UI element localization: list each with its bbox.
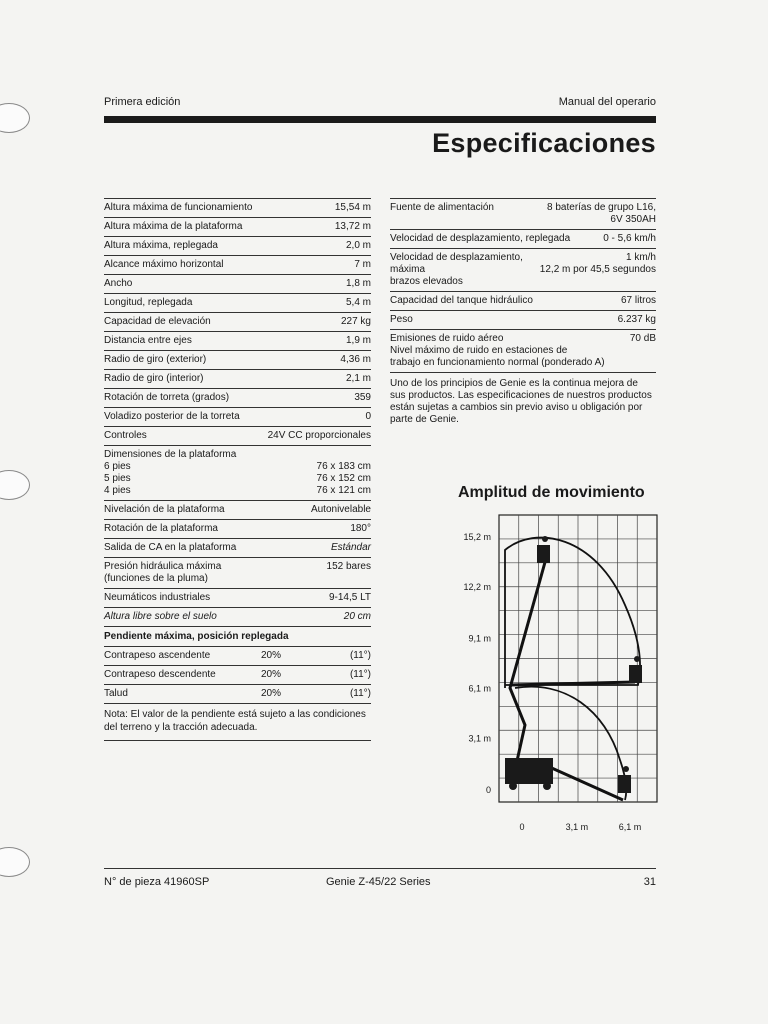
spec-row: Nivelación de la plataforma Autonivelable	[104, 500, 371, 519]
header-bar	[104, 116, 656, 123]
y-tick-label: 15,2 m	[463, 532, 491, 542]
spec-row: Capacidad del tanque hidráulico 67 litros	[390, 291, 656, 310]
x-tick-label: 6,1 m	[618, 822, 642, 832]
grade-row: Contrapeso descendente 20% (11°)	[104, 665, 371, 684]
x-axis-labels	[519, 822, 641, 832]
y-axis-labels	[463, 532, 491, 795]
spec-row: Velocidad de desplazamiento, máxima brazos elevados 1 km/h 12,2 m por 45,5 segundos	[390, 248, 656, 291]
specs-right-table	[390, 198, 656, 426]
operator-head	[623, 766, 629, 772]
spec-row: Longitud, replegada 5,4 m	[104, 293, 371, 312]
edition-label: Primera edición	[104, 96, 181, 108]
boom-low	[545, 765, 623, 800]
machine-base	[505, 758, 553, 784]
chart-title: Amplitud de movimiento	[458, 484, 645, 501]
page-title: Especificaciones	[432, 128, 656, 158]
spec-row: Controles 24V CC proporcionales	[104, 426, 371, 445]
spec-row: Radio de giro (exterior) 4,36 m	[104, 350, 371, 369]
spec-row: Salida de CA en la plataforma Estándar	[104, 538, 371, 557]
grade-note: Nota: El valor de la pendiente está sujeto a las condiciones del terreno y la tracción adecuada.	[104, 703, 371, 741]
spec-row: Distancia entre ejes 1,9 m	[104, 331, 371, 350]
grade-row: Contrapeso ascendente 20% (11°)	[104, 646, 371, 665]
footer-rule	[104, 868, 656, 869]
spec-row: Alcance máximo horizontal 7 m	[104, 255, 371, 274]
binder-hole	[0, 847, 30, 877]
spec-row: Altura máxima de funcionamiento 15,54 m	[104, 198, 371, 217]
spec-row: Neumáticos industriales 9-14,5 LT	[104, 588, 371, 607]
y-tick-label: 0	[485, 785, 491, 795]
machine-wheel	[543, 782, 551, 790]
spec-row: Altura máxima de la plataforma 13,72 m	[104, 217, 371, 236]
spec-row: Dimensiones de la plataforma 6 pies 5 pies 4 pies 76 x 183 cm 76 x 152 cm 76 x 121 cm	[104, 445, 371, 500]
platform-mid	[629, 665, 642, 683]
spec-row: Voladizo posterior de la torreta 0	[104, 407, 371, 426]
machine-wheel	[509, 782, 517, 790]
spec-row: Fuente de alimentación 8 baterías de grupo L16, 6V 350AH	[390, 198, 656, 229]
operator-head	[542, 536, 548, 542]
spec-row: Capacidad de elevación 227 kg	[104, 312, 371, 331]
spec-row: Ancho 1,8 m	[104, 274, 371, 293]
y-tick-label: 9,1 m	[468, 633, 491, 644]
boom-vertical	[510, 555, 547, 770]
range-of-motion-chart	[455, 510, 670, 840]
manual-label: Manual del operario	[558, 96, 656, 108]
y-tick-label: 6,1 m	[468, 683, 491, 694]
grade-row: Talud 20% (11°)	[104, 684, 371, 703]
spec-row: Presión hidráulica máxima (funciones de la pluma) 152 bares	[104, 557, 371, 588]
spec-row: Rotación de la plataforma 180°	[104, 519, 371, 538]
platform-top	[537, 545, 550, 563]
grade-heading: Pendiente máxima, posición replegada	[104, 626, 371, 646]
x-tick-label: 0	[519, 822, 525, 832]
part-number: N° de pieza 41960SP	[104, 876, 210, 888]
series-label: Genie Z-45/22 Series	[326, 876, 431, 888]
page-number: 31	[643, 876, 656, 888]
spec-row: Velocidad de desplazamiento, replegada 0 - 5,6 km/h	[390, 229, 656, 248]
spec-row: Altura libre sobre el suelo 20 cm	[104, 607, 371, 626]
x-tick-label: 3,1 m	[565, 822, 589, 832]
spec-row: Emisiones de ruido aéreo Nivel máximo de ruido en estaciones de trabajo en funcionamiento normal (ponderado A) 70 dB	[390, 329, 656, 372]
platform-low	[618, 775, 631, 793]
binder-hole	[0, 103, 30, 133]
spec-row: Rotación de torreta (grados) 359	[104, 388, 371, 407]
genie-notice: Uno de los principios de Genie es la continua mejora de sus productos. Las especificaciones de nuestros productos están sujetas a cambios sin previo aviso u obligación por parte de Genie.	[390, 372, 656, 426]
binder-hole	[0, 470, 30, 500]
y-tick-label: 12,2 m	[463, 581, 491, 592]
spec-row: Radio de giro (interior) 2,1 m	[104, 369, 371, 388]
y-tick-label: 3,1 m	[468, 733, 491, 744]
upper-envelope	[505, 538, 640, 688]
spec-row: Peso 6.237 kg	[390, 310, 656, 329]
spec-row: Altura máxima, replegada 2,0 m	[104, 236, 371, 255]
specs-left-table	[104, 198, 371, 741]
operator-head	[634, 656, 640, 662]
